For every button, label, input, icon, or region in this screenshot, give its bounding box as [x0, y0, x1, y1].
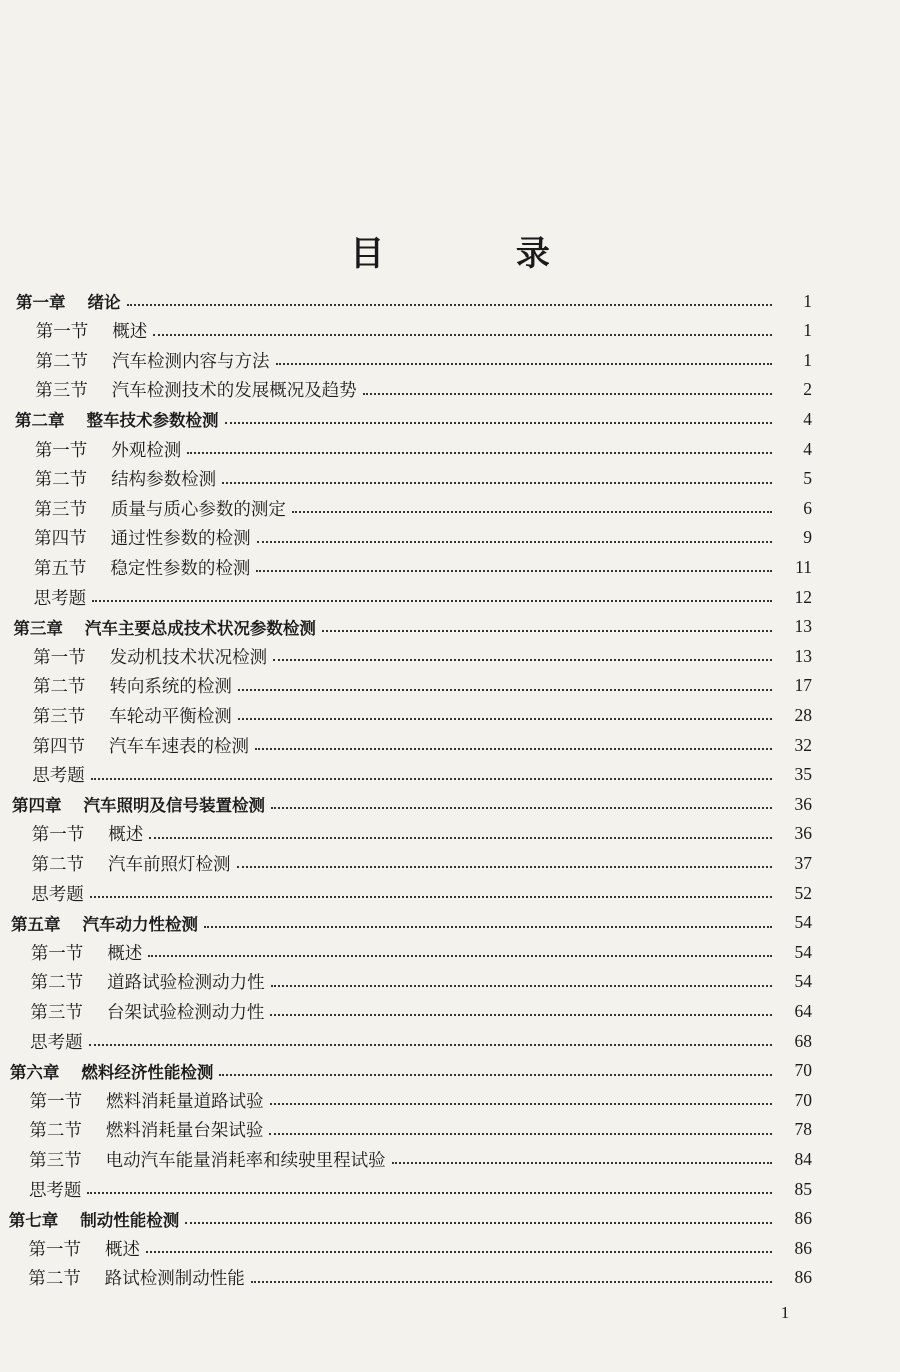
toc-entry-number: 第四节 — [32, 736, 85, 757]
toc-entry-page: 54 — [794, 941, 812, 962]
toc-section-entry — [29, 1175, 812, 1203]
toc-section-entry — [34, 494, 812, 522]
dot-leader — [238, 689, 772, 691]
toc-entry-number: 第四节 — [34, 529, 87, 550]
toc-chapter-entry — [13, 613, 812, 641]
toc-entry-page: 84 — [794, 1148, 812, 1169]
toc-entry-page: 36 — [794, 793, 812, 814]
toc-entry-number: 第五节 — [33, 558, 87, 579]
toc-entry-page: 86 — [794, 1237, 812, 1258]
toc-entry-page: 1 — [803, 290, 812, 311]
dot-leader — [89, 1044, 772, 1046]
toc-entry-page: 13 — [794, 645, 812, 666]
toc-entry-page: 70 — [794, 1060, 812, 1081]
toc-chapter-entry — [16, 287, 812, 315]
toc-section-entry — [32, 761, 812, 789]
dot-leader — [257, 541, 772, 543]
dot-leader — [146, 1251, 772, 1253]
toc-entry-page: 86 — [794, 1267, 812, 1288]
toc-entry-page: 5 — [803, 468, 812, 489]
toc-entry-number: 第三节 — [29, 1150, 82, 1171]
dot-leader — [276, 363, 772, 365]
toc-entry-title: 概述 — [104, 1239, 140, 1260]
toc-section-entry — [36, 346, 812, 374]
toc-entry-title: 概述 — [107, 943, 143, 964]
toc-section-entry — [32, 849, 812, 877]
dot-leader — [269, 1133, 772, 1135]
toc-entry-title: 台架试验检测动力性 — [106, 1002, 265, 1023]
toc-entry-page: 78 — [794, 1119, 812, 1140]
toc-entry-title: 思考题 — [32, 766, 85, 787]
toc-entry-number: 第二章 — [15, 411, 65, 431]
toc-entry-title: 整车技术参数检测 — [86, 411, 219, 431]
dot-leader — [153, 334, 772, 336]
toc-entry-number: 第三章 — [13, 618, 63, 638]
toc-entry-title: 思考题 — [30, 1032, 83, 1053]
toc-entry-title: 汽车主要总成技术状况参数检测 — [84, 618, 316, 638]
toc-entry-title: 思考题 — [28, 1180, 82, 1201]
toc-entry-number: 第一节 — [33, 647, 86, 668]
toc-entry-title: 燃料经济性能检测 — [81, 1062, 214, 1082]
toc-entry-page: 11 — [795, 556, 812, 577]
toc-entry-number: 第二节 — [35, 351, 89, 372]
toc-entry-title: 转向系统的检测 — [109, 677, 232, 698]
toc-section-entry — [35, 465, 812, 493]
toc-entry-number: 第四章 — [12, 796, 62, 816]
toc-entry-title: 制动性能检测 — [80, 1210, 180, 1230]
dot-leader — [149, 837, 772, 839]
toc-entry-title: 汽车前照灯检测 — [108, 854, 231, 875]
toc-chapter-entry — [15, 405, 812, 433]
toc-section-entry — [33, 672, 812, 700]
toc-entry-title: 汽车照明及信号装置检测 — [83, 796, 265, 816]
toc-entry-page: 12 — [794, 586, 812, 607]
toc-entry-title: 车轮动平衡检测 — [109, 706, 232, 727]
toc-section-entry — [29, 1145, 812, 1173]
toc-section-entry — [36, 317, 812, 345]
toc-section-entry — [30, 997, 812, 1025]
dot-leader — [148, 955, 772, 957]
toc-chapter-entry — [10, 1057, 812, 1085]
toc-chapter-entry — [12, 790, 812, 818]
dot-leader — [87, 1192, 772, 1194]
toc-section-entry — [34, 583, 812, 611]
toc-entry-number: 第三节 — [32, 706, 86, 727]
dot-leader — [271, 807, 772, 809]
toc-section-entry — [30, 1027, 812, 1055]
toc-entry-number: 第七章 — [8, 1210, 59, 1230]
dot-leader — [91, 778, 772, 780]
toc-entry-title: 汽车车速表的检测 — [108, 736, 249, 757]
toc-entry-number: 第二节 — [31, 854, 85, 875]
toc-section-entry — [30, 1086, 812, 1114]
toc-entry-page: 32 — [794, 734, 812, 755]
toc-entry-title: 外观检测 — [111, 440, 182, 461]
toc-entry-number: 第一节 — [29, 1091, 83, 1112]
toc-entry-title: 稳定性参数的检测 — [110, 558, 251, 579]
toc-entry-number: 第二节 — [29, 1121, 82, 1142]
toc-entry-page: 64 — [794, 1000, 812, 1021]
dot-leader — [255, 748, 772, 750]
toc-entry-number: 第二节 — [32, 677, 86, 698]
toc-entry-title: 燃料消耗量台架试验 — [105, 1121, 264, 1142]
toc-chapter-entry — [11, 909, 812, 937]
dot-leader — [270, 1014, 772, 1016]
toc-entry-page: 17 — [794, 675, 812, 696]
toc-entry-page: 85 — [794, 1178, 812, 1199]
toc-section-entry — [28, 1264, 812, 1292]
toc-entry-title: 电动汽车能量消耗率和续驶里程试验 — [105, 1150, 386, 1171]
dot-leader — [222, 482, 772, 484]
toc-entry-number: 第一节 — [34, 440, 88, 461]
toc-chapter-entry — [9, 1205, 812, 1233]
page-number: 1 — [780, 1303, 790, 1322]
toc-entry-page: 6 — [803, 497, 812, 518]
toc-entry-page: 70 — [794, 1089, 812, 1110]
dot-leader — [392, 1162, 772, 1164]
toc-section-entry — [31, 879, 812, 907]
toc-entry-page: 1 — [803, 349, 812, 370]
toc-entry-title: 思考题 — [31, 884, 84, 905]
toc-section-entry — [32, 731, 812, 759]
toc-entry-title: 概述 — [112, 322, 148, 343]
toc-entry-number: 第二节 — [28, 1269, 81, 1290]
toc-entry-page: 68 — [794, 1030, 812, 1051]
dot-leader — [238, 718, 772, 720]
toc-entry-number: 第二节 — [30, 973, 84, 994]
toc-section-entry — [33, 642, 812, 670]
dot-leader — [273, 659, 772, 661]
dot-leader — [363, 393, 772, 395]
dot-leader — [256, 570, 772, 572]
toc-entry-page: 37 — [794, 852, 812, 873]
dot-leader — [219, 1074, 772, 1076]
dot-leader — [90, 896, 772, 898]
dot-leader — [292, 511, 772, 513]
toc-entry-title: 质量与质心参数的测定 — [110, 499, 286, 520]
toc-entry-title: 概述 — [108, 825, 144, 846]
toc-section-entry — [28, 1234, 812, 1262]
toc-entry-number: 第三节 — [35, 381, 88, 402]
dot-leader — [185, 1222, 772, 1224]
toc-entry-title: 通过性参数的检测 — [110, 529, 251, 550]
toc-section-entry — [34, 524, 812, 552]
toc-entry-title: 路试检测制动性能 — [104, 1269, 245, 1290]
toc-entry-page: 36 — [794, 823, 812, 844]
toc-entry-title: 绪论 — [87, 293, 121, 312]
toc-entry-title: 燃料消耗量道路试验 — [106, 1091, 264, 1112]
toc-entry-number: 第五章 — [11, 914, 61, 934]
toc-entry-page: 35 — [794, 764, 812, 785]
page-title: 目 录 — [350, 234, 610, 274]
toc-section-entry — [33, 701, 812, 729]
toc-entry-page: 54 — [794, 971, 812, 992]
toc-entry-page: 13 — [794, 616, 812, 637]
toc-entry-number: 第一章 — [16, 293, 66, 312]
toc-entry-page: 9 — [803, 527, 812, 548]
toc-entry-number: 第二节 — [34, 470, 88, 491]
toc-section-entry — [35, 376, 812, 404]
dot-leader — [225, 422, 772, 424]
toc-entry-title: 道路试验检测动力性 — [107, 973, 265, 994]
toc-entry-page: 4 — [803, 408, 812, 429]
toc-entry-page: 28 — [794, 704, 812, 725]
toc-section-entry — [32, 820, 812, 848]
dot-leader — [270, 1103, 772, 1105]
toc-entry-page: 86 — [794, 1208, 812, 1229]
toc-entry-title: 汽车动力性检测 — [82, 914, 199, 934]
dot-leader — [237, 866, 772, 868]
dot-leader — [92, 600, 772, 602]
toc-entry-number: 第三节 — [34, 499, 87, 520]
toc-entry-title: 结构参数检测 — [111, 470, 217, 491]
toc-entry-title: 发动机技术状况检测 — [109, 647, 268, 668]
dot-leader — [251, 1281, 772, 1283]
dot-leader — [187, 452, 772, 454]
toc-entry-page: 4 — [803, 438, 812, 459]
dot-leader — [271, 985, 772, 987]
toc-section-entry — [34, 553, 812, 581]
dot-leader — [204, 926, 772, 928]
toc-entry-number: 第六章 — [9, 1062, 60, 1082]
dot-leader — [127, 304, 773, 306]
dot-leader — [322, 630, 772, 632]
toc-entry-number: 第一节 — [31, 825, 85, 846]
toc-section-entry — [31, 938, 812, 966]
toc-entry-title: 汽车检测内容与方法 — [112, 351, 270, 372]
toc-section-entry — [29, 1116, 812, 1144]
toc-section-entry — [31, 968, 812, 996]
toc-entry-page: 54 — [794, 912, 812, 933]
toc-entry-title: 汽车检测技术的发展概况及趋势 — [111, 381, 357, 402]
toc-entry-number: 第一节 — [35, 322, 89, 343]
toc-entry-page: 1 — [803, 320, 812, 341]
toc-entry-number: 第一节 — [30, 943, 84, 964]
toc-entry-title: 思考题 — [33, 588, 87, 609]
toc-entry-number: 第一节 — [28, 1239, 81, 1260]
toc-entry-number: 第三节 — [30, 1002, 83, 1023]
toc-section-entry — [35, 435, 812, 463]
toc-entry-page: 52 — [794, 882, 812, 903]
toc-entry-page: 2 — [803, 379, 812, 400]
